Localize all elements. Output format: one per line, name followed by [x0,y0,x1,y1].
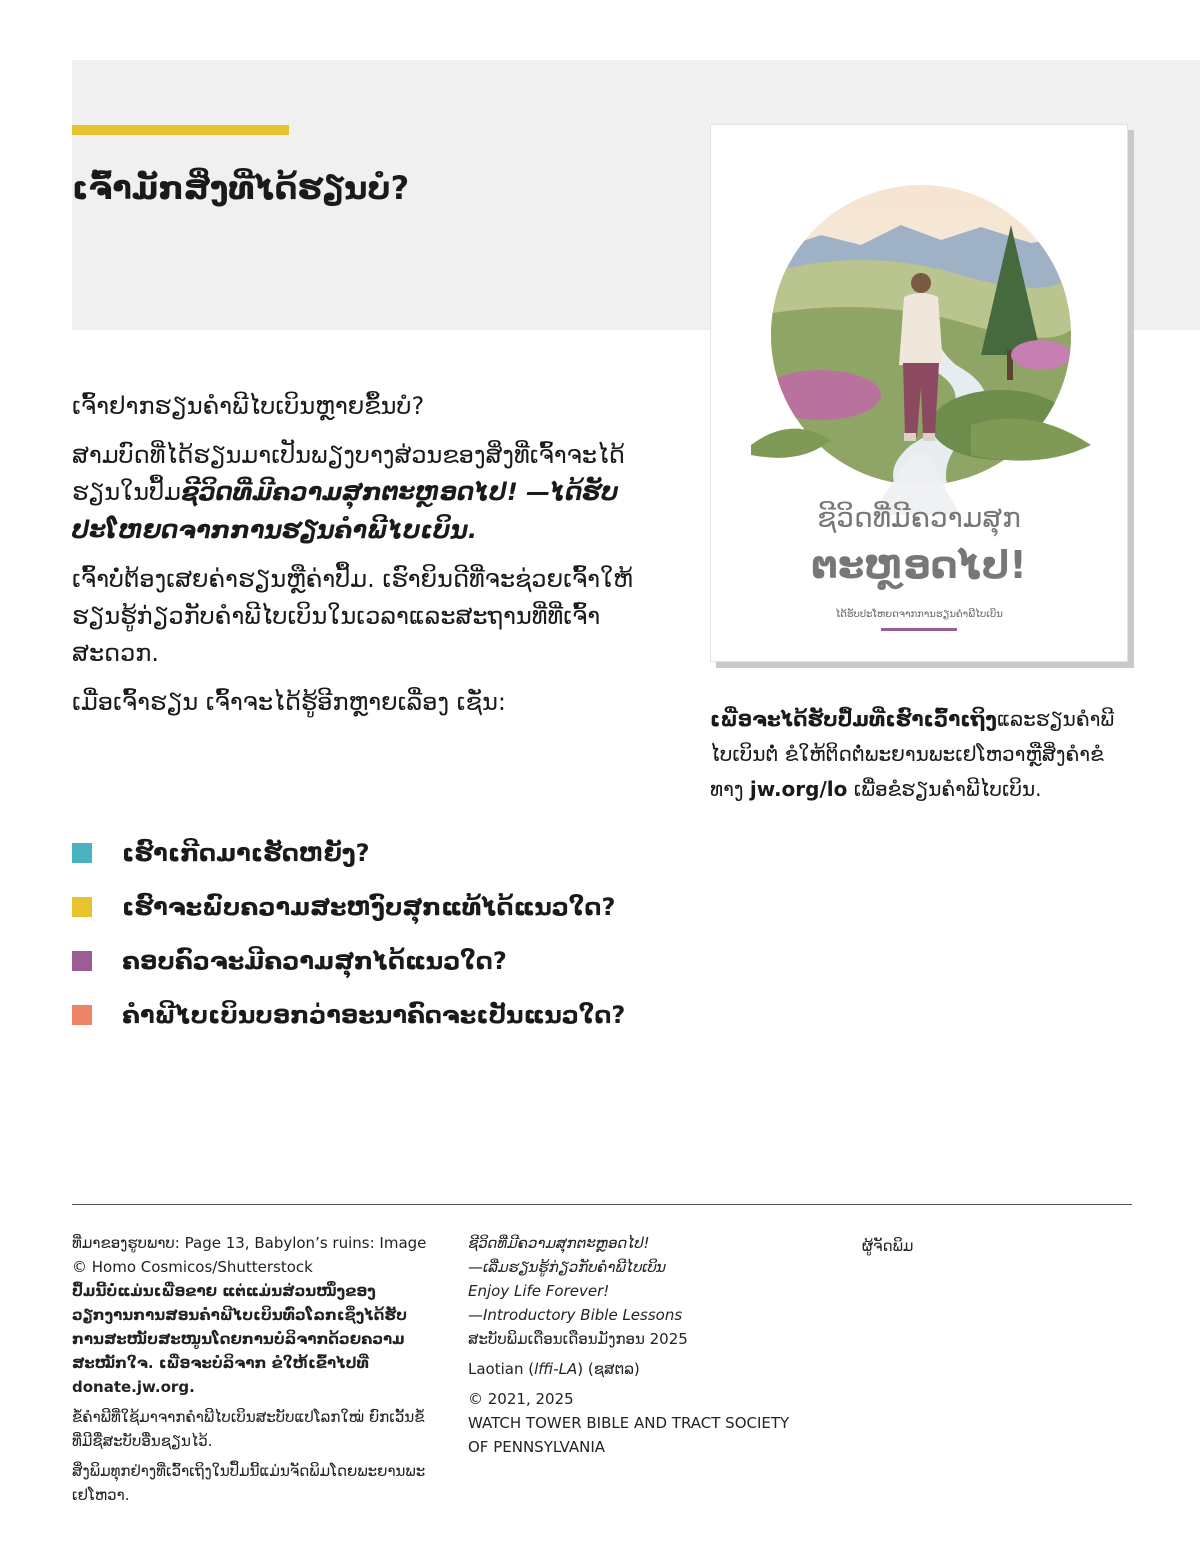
cta-text-end: ເພື່ອຂໍຮຽນຄຳພີໄບເບິນ. [847,777,1042,801]
footer-credits [72,1231,432,1507]
list-item [72,880,625,934]
cover-subtitle: ໄດ້ຮັບປະໂຫຍດຈາກການຮຽນຄຳພີໄບເບິນ [835,609,1003,620]
image-credit: ທີ່ມາຂອງຮູບພາບ: Page 13, Babylon’s ruins: Image © Homo Cosmicos/Shutterstock [72,1234,427,1276]
intro-book-lead: ສາມບົດທີ່ໄດ້ຮຽນມາເປັນພຽງບາງສ່ວນຂອງສິ່ງທີ່ເຈົ້າຈະໄດ້ຮຽນໃນປຶ້ມ [72,441,625,507]
cta-text: ແລະຮຽນຄຳພີໄບເບິນຕໍ່ ຂໍໃຫ້ຕິດຕໍ່ພະຍານພະເຢໂຫວາຫຼືສິ່ງຄຳຂໍທາງ [710,707,1115,801]
cover-underline [881,628,957,631]
topic-list [72,826,625,1042]
language-line [468,1357,828,1381]
intro-free-paragraph: ເຈົ້າບໍ່ຕ້ອງເສຍຄ່າຮຽນຫຼືຄ່າປຶ້ມ. ເຮົາຍິນດີທີ່ຈະຊ່ວຍເຈົ້າໃຫ້ຮຽນຮູ້ກ່ຽວກັບຄຳພີໄບເບິນໃນເວລາແລະສະຖານທີ່ທີ່ເຈົ້າສະດວກ. [72,564,633,668]
teal-square-icon [72,843,92,863]
call-to-action [710,702,1130,807]
footer-publisher [862,1234,1062,1258]
society-line-1: WATCH TOWER BIBLE AND TRACT SOCIETY [468,1414,790,1432]
footer-publication-info [468,1231,828,1459]
publisher-label: ຜູ້ຈັດພິມ [862,1237,914,1255]
copyright: © 2021, 2025 [468,1390,574,1408]
list-item [72,988,625,1042]
book-title-italic: ຊີວິດທີ່ມີຄວາມສຸກຕະຫຼອດໄປ! —ໄດ້ຮັບປະໂຫຍດຈາກການຮຽນຄຳພີໄບເບິນ. [72,478,619,544]
accent-bar [72,125,289,135]
topic-text: ຄຳພີໄບເບິນບອກວ່າອະນາຄົດຈະເປັນແນວໃດ? [122,1001,626,1029]
intro-question: ເຈົ້າຢາກຮຽນຄຳພີໄບເບິນຫຼາຍຂຶ້ນບໍ? [72,392,425,420]
intro-book-paragraph [72,437,672,549]
list-item [72,934,625,988]
lao-title-2: —ເລີ່ມຮຽນຮູ້ກ່ຽວກັບຄຳພີໄບເບິນ [468,1258,667,1276]
intro-topics-lead: ເມື່ອເຈົ້າຮຽນ ເຈົ້າຈະໄດ້ຮູ້ອີກຫຼາຍເລື່ອງ ເຊັ່ນ: [72,688,506,717]
yellow-square-icon [72,897,92,917]
list-item [72,826,625,880]
donation-notice: ປຶ້ມນີ້ບໍ່ແມ່ນເພື່ອຂາຍ ແຕ່ແມ່ນສ່ວນໜຶ່ງຂອງວຽກງານການສອນຄຳພີໄບເບິນທົ່ວໂລກເຊິ່ງໄດ້ຮັບການສະໜັບສະໜູນໂດຍການບໍລິຈາກດ້ວຍຄວາມສະໝັກໃຈ. ເພື່ອຈະບໍລິຈາກ ຂໍໃຫ້ເຂົ້າໄປທີ່ donate.jw.org. [72,1282,407,1396]
purple-square-icon [72,951,92,971]
english-title-1: Enjoy Life Forever! [468,1282,610,1300]
intro-text [72,388,672,734]
language-suffix: ) (ຊສຕລ) [577,1360,640,1378]
cover-title-line1: ຊີວິດທີ່ມີຄວາມສຸກ [817,501,1021,534]
cta-bold: ເພື່ອຈະໄດ້ຮັບປຶ້ມທີ່ເຮົາເວົ້າເຖິງ [710,707,997,731]
scripture-note: ຂໍ້ຄຳພີທີ່ໃຊ້ມາຈາກຄຳພີໄບເບິນສະບັບແປໂລກໃໝ່ ຍົກເວັ້ນຂໍ້ທີ່ມີຊື່ສະບັບອື່ນຊຽນໄວ້. [72,1408,425,1450]
language-code: lffi-LA [534,1360,578,1378]
page-title: ເຈົ້າມັກສິ່ງທີ່ໄດ້ຮຽນບໍ? [72,169,410,207]
cover-title-line2: ຕະຫຼອດໄປ! [811,543,1027,587]
book-cover [710,124,1128,662]
publisher-note: ສິ່ງພິມທຸກຢ່າງທີ່ເວົ້າເຖິງໃນປຶ້ມນີ້ແມ່ນຈັດພິມໂດຍພະຍານພະເຢໂຫວາ. [72,1462,426,1504]
topic-text: ເຮົາເກີດມາເຮັດຫຍັງ? [122,839,370,867]
edition: ສະບັບພິມເດືອນເດືອນມັງກອນ 2025 [468,1330,688,1348]
lao-title-1: ຊີວິດທີ່ມີຄວາມສຸກຕະຫຼອດໄປ! [468,1234,650,1252]
english-title-2: —Introductory Bible Lessons [468,1306,683,1324]
topic-text: ຄອບຄົວຈະມີຄວາມສຸກໄດ້ແນວໃດ? [122,947,507,975]
language-prefix: Laotian ( [468,1360,535,1378]
society-line-2: OF PENNSYLVANIA [468,1438,606,1456]
topic-text: ເຮົາຈະພົບຄວາມສະຫງົບສຸກແທ້ໄດ້ແນວໃດ? [122,893,616,921]
orange-square-icon [72,1005,92,1025]
footer-divider [72,1204,1132,1205]
jw-link[interactable]: jw.org/lo [749,777,848,801]
